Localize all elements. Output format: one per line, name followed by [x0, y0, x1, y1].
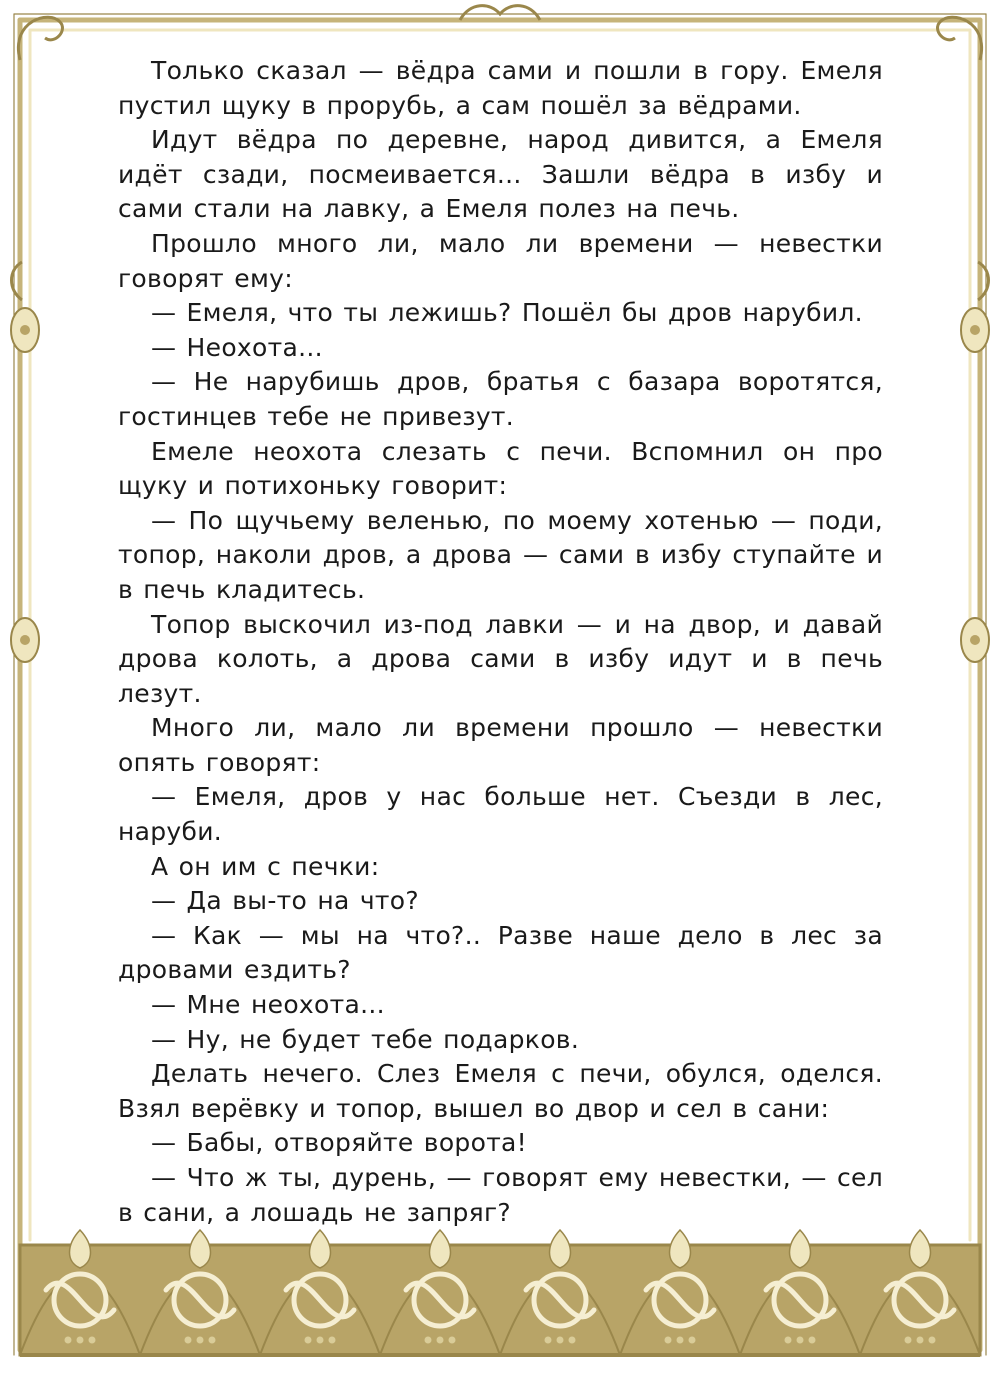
panel-leaf — [550, 1230, 571, 1268]
panel-dot — [905, 1337, 912, 1344]
paragraph: — Не нарубишь дров, братья с базара воротятся, гостинцев тебе не привезут. — [118, 367, 883, 431]
paragraph: А он им с печки: — [151, 851, 380, 881]
corner-curl — [18, 17, 62, 60]
panel-dot — [545, 1337, 552, 1344]
panel-dot — [569, 1337, 576, 1344]
panel-leaf — [670, 1230, 691, 1268]
paragraph: — Емеля, дров у нас больше нет. Съезди в лес, наруби. — [118, 782, 883, 847]
paragraph: — Что ж ты, дурень, — говорят ему невестки, — сел в сани, а лошадь не запряг? — [118, 1163, 883, 1227]
panel-dot — [185, 1337, 192, 1344]
paragraph: Только сказал — вёдра сами и пошли в гору. Емеля пустил щуку в прорубь, а сам пошёл за вёдрами. — [118, 56, 883, 120]
paragraph: — Неохота... — [151, 332, 323, 362]
panel-leaf — [430, 1230, 451, 1268]
side-knot-dot — [20, 325, 30, 335]
paragraph: — Емеля, что ты лежишь? Пошёл бы дров нарубил. — [151, 298, 863, 328]
paragraph: — Мне неохота... — [151, 990, 385, 1020]
paragraph: Прошло много ли, мало ли времени — невестки говорят ему: — [118, 228, 883, 293]
panel-dot — [197, 1337, 204, 1344]
bottom-ornament-panel — [20, 1230, 980, 1355]
panel-dot — [329, 1337, 336, 1344]
panel-dot — [77, 1337, 84, 1344]
panel-dot — [785, 1337, 792, 1344]
paragraph: Много ли, мало ли времени прошло — невестки опять говорят: — [118, 713, 883, 777]
panel-dot — [797, 1337, 804, 1344]
panel-dot — [317, 1337, 324, 1344]
paragraph: Идут вёдра по деревне, народ дивится, а Емеля идёт сзади, посмеивается... Зашли вёдра в избу и сами стали на лавку, а Емеля полез на печь. — [118, 125, 883, 224]
panel-dot — [917, 1337, 924, 1344]
paragraph: — Ну, не будет тебе подарков. — [151, 1024, 580, 1054]
panel-leaf — [910, 1230, 931, 1268]
panel-leaf — [190, 1230, 211, 1268]
panel-dot — [437, 1337, 444, 1344]
panel-leaf — [70, 1230, 91, 1268]
corner-curl — [938, 17, 982, 60]
panel-dot — [449, 1337, 456, 1344]
panel-dot — [665, 1337, 672, 1344]
panel-leaf — [310, 1230, 331, 1268]
panel-dot — [425, 1337, 432, 1344]
side-knot-dot — [970, 325, 980, 335]
panel-dot — [557, 1337, 564, 1344]
panel-dot — [929, 1337, 936, 1344]
panel-dot — [809, 1337, 816, 1344]
story-text — [118, 54, 883, 1230]
panel-dot — [677, 1337, 684, 1344]
paragraph: — Как — мы на что?.. Разве наше дело в лес за дровами ездить? — [118, 920, 883, 985]
side-knot-dot — [20, 635, 30, 645]
panel-dot — [305, 1337, 312, 1344]
paragraph: Емеле неохота слезать с печи. Вспомнил он про щуку и потихоньку говорит: — [118, 436, 883, 501]
side-knot-dot — [970, 635, 980, 645]
panel-dot — [689, 1337, 696, 1344]
paragraph: — По щучьему веленью, по моему хотенью — поди, топор, наколи дров, а дрова — сами в избу ступайте и в печь кладитесь. — [118, 505, 883, 604]
panel-dot — [209, 1337, 216, 1344]
panel-dot — [89, 1337, 96, 1344]
paragraph: — Бабы, отворяйте ворота! — [151, 1128, 527, 1158]
panel-leaf — [790, 1230, 811, 1268]
panel-dot — [65, 1337, 72, 1344]
paragraph: Делать нечего. Слез Емеля с печи, обулся, оделся. Взял верёвку и топор, вышел во двор и сел в сани: — [118, 1059, 883, 1123]
paragraph: Топор выскочил из-под лавки — и на двор, и давай дрова колоть, а дрова сами в избу идут и в печь лезут. — [118, 609, 883, 708]
paragraph: — Да вы-то на что? — [151, 886, 419, 916]
